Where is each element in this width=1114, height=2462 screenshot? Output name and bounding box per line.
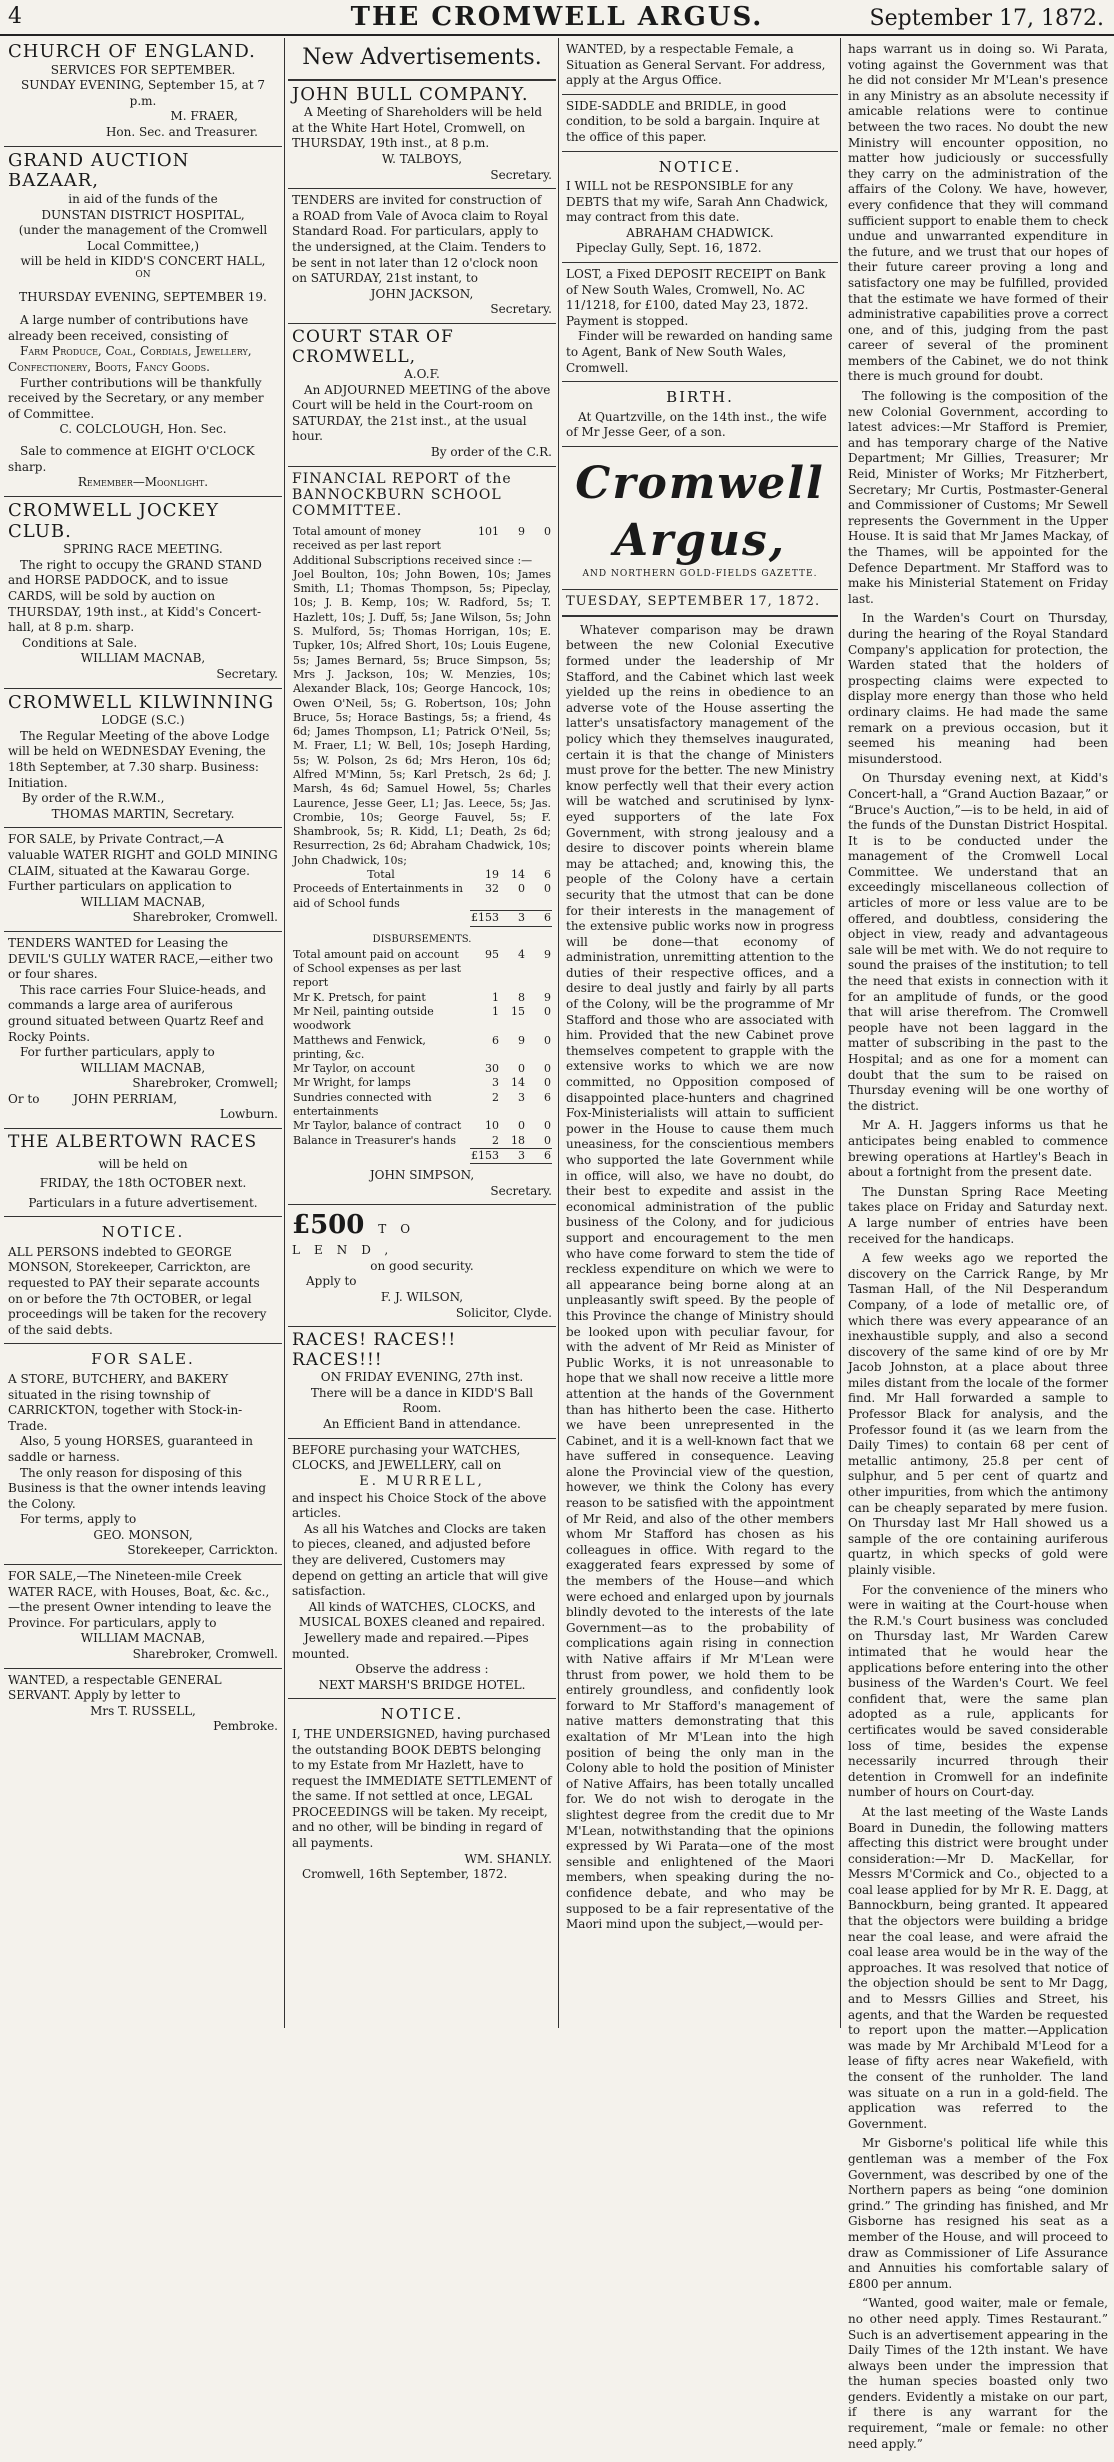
road-tenders-role: Secretary. xyxy=(490,302,552,317)
bazaar-line: in aid of the funds of the xyxy=(68,192,218,207)
forsale-water-race xyxy=(4,1565,282,1669)
lend-line: Apply to xyxy=(306,1274,357,1289)
raceball-line: An Efficient Band in attendance. xyxy=(323,1417,521,1432)
amount-pence: 0 xyxy=(544,1033,551,1047)
row-label: Sundries connected with entertainments xyxy=(293,1090,432,1119)
bazaar-title: GRAND AUCTION BAZAAR, xyxy=(8,149,190,192)
forsale-para: For terms, apply to xyxy=(20,1512,137,1527)
amount-pounds: 3 xyxy=(492,1076,499,1090)
kilwinning-title: CROMWELL KILWINNING xyxy=(8,691,275,713)
lend-amount: £500 xyxy=(292,1210,365,1241)
tenders-or xyxy=(8,1092,278,1108)
table-row xyxy=(292,568,552,868)
chadwick-signature: ABRAHAM CHADWICK. xyxy=(626,225,774,240)
amount-pence: 9 xyxy=(544,947,551,961)
amount-shillings: 15 xyxy=(511,1004,525,1018)
news-paragraph: Mr Gisborne's political life while this gentleman was a member of the Fox Government, was described by one of the Northern papers as being “one dominion grind.” The grinding has finished, and Mr Gisborne has resigned his seat as a member of the House, and will proceed to draw as Commissioner of Life Assurance and Annuities his comfortable salary of £800 per annum. xyxy=(848,2136,1108,2291)
issue-date: September 17, 1872. xyxy=(869,6,1104,31)
row-label: Total amount of money received as per last report xyxy=(293,524,441,553)
birth-notice xyxy=(562,382,838,447)
news-column xyxy=(844,38,1112,2462)
bazaar-para: A large number of contributions have already been received, consisting of xyxy=(8,313,249,343)
forsale-role: Sharebroker, Cromwell. xyxy=(132,910,278,925)
lend-signature: F. J. WILSON, xyxy=(380,1289,464,1304)
amount-pounds: 1 xyxy=(492,990,499,1004)
bazaar-para: Farm Produce, Coal, Cordials, Jewellery, Confectionery, Boots, Fancy Goods. xyxy=(8,344,252,375)
tenders-para: For further particulars, apply to xyxy=(20,1045,215,1060)
table-row xyxy=(292,991,552,1005)
amount-pounds: 10 xyxy=(485,1119,499,1133)
tenders-role: Sharebroker, Cromwell; xyxy=(132,1076,278,1091)
forsale-role: Sharebroker, Cromwell. xyxy=(132,1647,278,1662)
newspaper-title: THE CROMWELL ARGUS. xyxy=(350,2,764,32)
page-header xyxy=(0,0,1114,36)
masthead xyxy=(562,447,838,590)
wanted-para: WANTED, a respectable GENERAL SERVANT. Apply by letter to xyxy=(8,1672,222,1703)
column-3 xyxy=(562,38,838,2028)
amount-pounds: 6 xyxy=(492,1033,499,1047)
table-row xyxy=(292,1076,552,1090)
total-pounds: £153 xyxy=(471,1148,499,1162)
masthead-title: Cromwell Argus, xyxy=(575,457,825,567)
jockey-advert xyxy=(4,497,282,689)
murrell-para: BEFORE purchasing your WATCHES, CLOCKS, and JEWELLERY, call on xyxy=(292,1442,521,1473)
wanted-servant xyxy=(4,1669,282,1740)
bazaar-signature: C. COLCLOUGH, Hon. Sec. xyxy=(59,422,227,437)
road-tenders-signature: JOHN JACKSON, xyxy=(370,286,474,301)
court-signature: By order of the C.R. xyxy=(430,445,552,460)
tenders-para: This race carries Four Sluice-heads, and commands a large area of auriferous ground situated between Quartz Reef and Rocky Points. xyxy=(8,982,267,1044)
table-row xyxy=(292,1091,552,1120)
albertown-races xyxy=(4,1129,282,1217)
amount-pounds: 19 xyxy=(485,868,499,882)
bazaar-line: ON xyxy=(135,270,151,280)
amount-pence: 6 xyxy=(544,1090,551,1104)
notice-para: ALL PERSONS indebted to GEORGE MONSON, Storekeeper, Carrickton, are requested to PAY their separate accounts on or before the 7th OCTOBER, or legal proceedings will be taken for the recovery of the said debts. xyxy=(8,1244,267,1337)
court-sub: A.O.F. xyxy=(404,367,440,382)
bazaar-line: (under the management of the Cromwell Local Committee,) xyxy=(18,223,268,253)
races-title: THE ALBERTOWN RACES xyxy=(8,1132,258,1153)
financial-signature: JOHN SIMPSON, xyxy=(369,1168,475,1183)
news-paragraph: For the convenience of the miners who were in waiting at the Court-house when the R.M.'s Court business was concluded on Thursday last, Mr Warden Carew intimated that he would hear the applications before entering into the other business of the Warden's Court. We feel confident that, were the same plan adopted as a rule, applicants for certificates would be saved considerable loss of time, besides the expense necessarily incurred through their detention in Cromwell for an indefinite number of hours on Court-day. xyxy=(848,1582,1108,1800)
amount-shillings: 8 xyxy=(518,990,525,1004)
dateline: TUESDAY, SEPTEMBER 17, 1872. xyxy=(562,590,838,617)
wanted-role: Pembroke. xyxy=(213,1719,278,1734)
financial-role: Secretary. xyxy=(490,1183,552,1198)
amount-shillings: 18 xyxy=(511,1133,525,1147)
court-star-advert xyxy=(288,324,556,467)
bazaar-para: Sale to commence at EIGHT O'CLOCK sharp. xyxy=(8,444,255,474)
amount-pence: 0 xyxy=(544,1119,551,1133)
forsale-signature: GEO. MONSON, xyxy=(93,1527,193,1542)
notice-head: NOTICE. xyxy=(101,1223,185,1242)
financial-table xyxy=(292,525,552,927)
article-paragraph: Whatever comparison may be drawn between the new Colonial Executive formed under the leadership of Mr Stafford, and the Cabinet which last week yielded up the reins in obedience to an adverse vote of the House asserting the latter's unsatisfactory management of the policy which they themselves inaugurated, certain it is that the change of Ministers must prove for the better. The new Ministry know perfectly well that their every action will be watched and scrutinised by lynx-eyed supporters of the late Fox Government, with strong jealousy and a desire to discover points wherein blame may be attached; and, knowing this, the people of the Colony have a certain security that the utmost that can be done for their interests in the management of the extensive public works now in progress will be done—that economy of administration, unremitting attention to the duties of their respective offices, and a desire to deal justly and fairly by all parts of the Colony, will be the programme of Mr Stafford and those who are associated with him. Provided that the new Cabinet prove themselves competent to grapple with the extensive works to which we are now committed, no Opposition composed of disappointed place-hunters and chagrined Fox-Ministerialists will attain to sufficient power in the House to cause them much uneasiness, for the conscientious members who supported the late Government while in office, will also, we have no doubt, do their best to expedite and assist in the economical administration of the public business of the Colony, and for judicious support and encouragement to the men who have come forward to stem the tide of reckless expenditure on which we were to all appearance being borne along at an unpleasantly swift speed. By the people of this Province the change of Ministry should be looked upon with peculiar favour, for with the advent of Mr Reid as Minister of Public Works, it is not unreasonable to hope that we shall now receive a little more attention at the hands of the Government than has hitherto been the case. Hitherto we have been unrepresented in the Cabinet, and it is a well-known fact that we have suffered in consequence. Leaving alone the Provincial view of the question, however, we think the Colony has every reason to be satisfied with the appointment of Mr Reid, and also of the other members whom Mr Stafford has chosen as his colleagues in office. With regard to the exaggerated fears expressed by some of the members of the House—and which were echoed and enlarged upon by journals blindly devoted to the interests of the late Government—as to the probability of complications again rising in connection with Native affairs if Mr M'Lean were thrust from power, we hold them to be entirely groundless, and confidently look forward to Mr Stafford's management of native matters demonstrating that this exaltation of Mr M'Lean into the high position of being the only man in the Colony able to hold the position of Minister of Native Affairs, has been totally uncalled for. We do not wish to derogate in the slightest degree from the credit due to Mr M'Lean, notwithstanding that the opinions expressed by Wi Parata—one of the most sensible and enlightened of the Maori members, when speaking during the no-confidence debate, and who may be supposed to be a fair representative of the Maori mind upon the subject,—would per- xyxy=(566,622,834,1932)
church-sub: SERVICES FOR SEPTEMBER. xyxy=(50,62,236,77)
birth-para: At Quartzville, on the 14th inst., the wife of Mr Jesse Geer, of a son. xyxy=(566,409,827,440)
row-label: Matthews and Fenwick, printing, &c. xyxy=(293,1033,426,1061)
jockey-cond: Conditions at Sale. xyxy=(22,635,138,650)
row-label: Mr Wright, for lamps xyxy=(293,1076,411,1090)
disbursements-heading: DISBURSEMENTS. xyxy=(372,933,472,945)
johnbull-advert xyxy=(288,81,556,190)
table-row xyxy=(292,1005,552,1034)
row-label: Total amount paid on account of School expenses as per last report xyxy=(293,947,462,990)
shanly-date: Cromwell, 16th September, 1872. xyxy=(302,1867,508,1882)
amount-shillings: 14 xyxy=(511,1076,525,1090)
page-number: 4 xyxy=(8,4,22,29)
amount-pounds: 2 xyxy=(492,1133,499,1147)
forsale-water-right xyxy=(4,828,282,932)
birth-head: BIRTH. xyxy=(666,388,734,407)
murrell-name: E. MURRELL, xyxy=(359,1473,485,1489)
kilwinning-para: The Regular Meeting of the above Lodge will be held on WEDNESDAY Evening, the 18th September, at 7.30 sharp. Business: Initiation. xyxy=(8,728,270,790)
row-label: Balance in Treasurer's hands xyxy=(293,1133,457,1147)
shanly-notice xyxy=(288,1699,556,1887)
bazaar-line: THURSDAY EVENING, SEPTEMBER 19. xyxy=(19,289,267,304)
table-row xyxy=(292,948,552,991)
table-row xyxy=(292,1062,552,1076)
church-line: SUNDAY EVENING, September 15, at 7 p.m. xyxy=(20,78,266,108)
murrell-para: As all his Watches and Clocks are taken to pieces, cleaned, and adjusted before they are delivered, Customers may depend on getting an article that will give satisfaction. xyxy=(292,1521,549,1599)
court-para: An ADJOURNED MEETING of the above Court will be held in the Court-room on SATURDAY, the 21st inst., at the usual hour. xyxy=(292,382,551,444)
row-label: Total xyxy=(367,868,395,882)
court-title: COURT STAR OF CROMWELL, xyxy=(292,327,454,367)
amount-shillings: 4 xyxy=(518,947,525,961)
lend-text: TO LEND, xyxy=(292,1222,425,1258)
total-shillings: 3 xyxy=(500,911,526,926)
races-line: will be held on xyxy=(98,1156,188,1171)
amount-shillings: 9 xyxy=(518,524,525,538)
raceball-title: RACES! RACES!! RACES!!! xyxy=(292,1330,457,1370)
row-label: Proceeds of Entertainments in aid of School funds xyxy=(293,882,463,910)
amount-pounds: 2 xyxy=(492,1090,499,1104)
table-row xyxy=(292,1134,552,1149)
amount-pounds: 1 xyxy=(492,1004,499,1018)
amount-pounds: 32 xyxy=(485,882,499,896)
total-pence: 6 xyxy=(526,911,552,926)
race-dance-advert xyxy=(288,1327,556,1438)
total-pence: 6 xyxy=(526,1148,552,1163)
races-line: FRIDAY, the 18th OCTOBER next. xyxy=(39,1176,247,1191)
amount-pounds: 101 xyxy=(478,524,499,538)
row-label: Additional Subscriptions received since :— xyxy=(293,553,533,567)
lend-advert xyxy=(288,1205,556,1327)
amount-pence: 0 xyxy=(544,882,551,896)
murrell-advert xyxy=(288,1439,556,1700)
jockey-signature: WILLIAM MACNAB, xyxy=(80,651,206,666)
forsale-para: FOR SALE, by Private Contract,—A valuable WATER RIGHT and GOLD MINING CLAIM, situated at the Kawarau Gorge. Further particulars on application to xyxy=(8,832,278,894)
table-row xyxy=(292,525,552,554)
amount-shillings: 9 xyxy=(518,1033,525,1047)
lost-receipt xyxy=(562,263,838,382)
chadwick-notice xyxy=(562,152,838,263)
johnbull-title: JOHN BULL COMPANY. xyxy=(292,83,529,105)
forsale-store xyxy=(4,1344,282,1565)
amount-pence: 0 xyxy=(544,1076,551,1090)
chadwick-place: Pipeclay Gully, Sept. 16, 1872. xyxy=(576,241,762,256)
kilwinning-signature: THOMAS MARTIN, Secretary. xyxy=(51,806,235,821)
financial-title: FINANCIAL REPORT of the BANNOCKBURN SCHOOL COMMITTEE. xyxy=(292,470,512,519)
shanly-para: I, THE UNDERSIGNED, having purchased the outstanding BOOK DEBTS belonging to my Estate from Mr Hazlett, have to request the IMMEDIATE SETTLEMENT of the same. If not settled at once, LEGAL PROCEEDINGS will be taken. My receipt, and no other, will be binding in regard of all payments. xyxy=(292,1726,552,1851)
news-paragraph: “Wanted, good waiter, male or female, no other need apply. Times Restaurant.” Such is an advertisement appearing in the Daily Times of the 12th instant. We have always been under the impression that the human species boasted only two genders. Evidently a mistake on our part, if there is any warrant for the requirement, “male or female: no other need apply.” xyxy=(848,2296,1108,2451)
table-row xyxy=(292,554,552,568)
table-row xyxy=(292,1034,552,1063)
kilwinning-sub: LODGE (S.C.) xyxy=(101,713,185,728)
wanted-situation xyxy=(562,38,838,95)
bazaar-line: DUNSTAN DISTRICT HOSPITAL, xyxy=(41,207,245,222)
shanly-signature: WM. SHANLY. xyxy=(464,1851,552,1866)
amount-pounds: 30 xyxy=(485,1062,499,1076)
johnbull-para: A Meeting of Shareholders will be held at the White Hart Hotel, Cromwell, on THURSDAY, 19th inst., at 8 p.m. xyxy=(292,105,543,151)
table-row xyxy=(292,1148,552,1163)
notice-head: NOTICE. xyxy=(658,157,742,176)
amount-pence: 6 xyxy=(544,868,551,882)
bazaar-advert xyxy=(4,147,282,497)
leading-article xyxy=(562,617,838,1943)
table-row xyxy=(292,868,552,882)
news-paragraph: The Dunstan Spring Race Meeting takes place on Friday and Saturday next. A large number of entries have been received for the handicaps. xyxy=(848,1184,1108,1246)
news-paragraph: Mr A. H. Jaggers informs us that he anticipates being enabled to commence brewing operations at Hartley's Beach in about a fortnight from the present date. xyxy=(848,1118,1108,1180)
road-tenders-para: TENDERS are invited for construction of a ROAD from Vale of Avoca claim to Royal Standard Road. For particulars, apply to the undersigned, at the Claim. Tenders to be sent in not later than 12 o'clock noon on SATURDAY, 21st instant, to xyxy=(292,193,549,286)
row-label: Mr K. Pretsch, for paint xyxy=(293,990,426,1004)
total-shillings: 3 xyxy=(500,1148,526,1163)
lend-role: Solicitor, Clyde. xyxy=(455,1305,552,1320)
table-row xyxy=(292,1119,552,1133)
raceball-line: There will be a dance in KIDD'S Ball Room. xyxy=(310,1385,534,1416)
murrell-para: Observe the address : xyxy=(355,1662,489,1677)
amount-pence: 9 xyxy=(544,990,551,1004)
forsale-para: The only reason for disposing of this Business is that the owner intends leaving the Colony. xyxy=(8,1465,266,1511)
murrell-para: Jewellery made and repaired.—Pipes mounted. xyxy=(292,1631,529,1661)
kilwinning-order: By order of the R.W.M., xyxy=(22,791,165,806)
subscribers-list: Joel Boulton, 10s; John Bowen, 10s; James Smith, L1; Thomas Thompson, 5s; Pipeclay, 10s; J. B. Kemp, 10s; W. Radford, 5s; T. Hazlett, 10s; J. Duff, 5s; Jane Wilson, 5s; John S. Mulford, 5s; Thomas Horrigan, 10s; E. Tupker, 10s; Alfred Short, 10s; Louis Eugene, 5s; James Bernard, 5s; Bruce Simpson, 5s; Mrs J. Jackson, 10s; W. Menzies, 10s; Alexander Black, 10s; George Hancock, 10s; Owen O'Neil, 5s; G. Robertson, 10s; John Bruce, 5s; Horace Bastings, 5s; a friend, 4s 6d; James Thompson, L1; Patrick O'Neil, 5s; M. Fraer, L1; W. Bell, 10s; Joseph Harding, 5s; W. Polson, 2s 6d; Mrs Heron, 10s 6d; Alfred M'Minn, 5s; Karl Pretsch, 2s 6d; J. Marsh, 4s 6d; Samuel Howel, 5s; Charles Laurence, Jesse Geer, L1; Jas. Leece, 5s; Jas. Crombie, 10s; George Fauvel, 5s; F. Shambrook, 5s; R. Kidd, L1; Death, 2s 6d; Resurrection, 2s 6d; Abraham Chadwick, 10s; John Chadwick, 10s; xyxy=(293,567,551,867)
disbursements-table xyxy=(292,948,552,1164)
lend-heading xyxy=(292,1209,552,1258)
johnbull-role: Secretary. xyxy=(490,167,552,182)
news-paragraph: A few weeks ago we reported the discovery on the Carrick Range, by Mr Tasman Hall, of the Nil Desperandum Company, of a lode of metallic ore, of which there was every appearance of an inexhaustible supply, and also a second discovery of the same kind of ore by Mr Jacob Johnston, at a place about three miles distant from the locale of the former find. Mr Hall forwarded a sample to Professor Black for analysis, and the Professor found it (as we learn from the Daily Times) to contain 68 per cent of metallic antimony, 25.8 per cent of sulphur, and 5 per cent of quartz and other impurities, from which the antimony can be cheaply separated by mere fusion. On Thursday last Mr Hall showed us a sample of the ore containing auriferous quartz, in which specks of gold were plainly visible. xyxy=(848,1251,1108,1577)
raceball-line: ON FRIDAY EVENING, 27th inst. xyxy=(320,1370,524,1385)
forsale-signature: WILLIAM MACNAB, xyxy=(80,1631,206,1646)
masthead-subtitle: AND NORTHERN GOLD-FIELDS GAZETTE. xyxy=(582,569,818,580)
news-paragraph: haps warrant us in doing so. Wi Parata, voting against the Government was that he did not consider Mr M'Lean's presence in any Ministry as an absolute necessity if amicable relations were to continue between the two races. No doubt the new Ministry will encounter opposition, no matter how judiciously or successfully they carry on the administration of the affairs of the Colony. We have, however, every confidence that they will command sufficient support to enable them to check undue and unwarranted expenditure in the future, and we trust that our hopes of their future career proving a long and satisfactory one may be fulfilled, provided that the estimate we have formed of their administrative capabilities prove a correct one, and of this, judging from the past career of several of the prominent members of the Cabinet, we do not think there is much ground for doubt. xyxy=(848,42,1108,384)
tenders-signature-2: JOHN PERRIAM, xyxy=(73,1091,178,1106)
amount-pounds: 95 xyxy=(485,947,499,961)
jockey-role: Secretary. xyxy=(216,666,278,681)
bazaar-para: Further contributions will be thankfully received by the Secretary, or any member of Committee. xyxy=(8,375,264,421)
johnbull-signature: W. TALBOYS, xyxy=(381,152,463,167)
wanted-para: WANTED, by a respectable Female, a Situation as General Servant. For address, apply at the Argus Office. xyxy=(566,42,826,88)
forsale-para: A STORE, BUTCHERY, and BAKERY situated in the rising township of CARRICKTON, together with Stock-in-Trade. xyxy=(8,1371,243,1433)
bazaar-para: Remember—Moonlight. xyxy=(77,475,209,490)
news-paragraph: The following is the composition of the new Colonial Government, according to latest advices:—Mr Stafford is Premier, and has temporary charge of the Native Department; Mr Gillies, Treasurer; Mr Reid, Minister of Works; Mr Fitzherbert, Secretary; Mr Curtis, Postmaster-General and Commissioner of Customs; Mr Sewell represents the Government in the Upper House. It is said that Mr James Mackay, of the Thames, will be appointed for the Defence Department. Mr Stafford was to make his Ministerial Statement on Friday last. xyxy=(848,389,1108,606)
tenders-role-2: Lowburn. xyxy=(219,1107,278,1122)
amount-shillings: 0 xyxy=(518,882,525,896)
news-paragraph: On Thursday evening next, at Kidd's Concert-hall, a “Grand Auction Bazaar,” or “Bruce's Auction,”—is to be held, in aid of the funds of the Dunstan District Hospital. It is to be conducted under the management of the Cromwell Local Committee. We understand that an exceedingly miscellaneous collection of articles of more or less value are to be offered, and doubtless, considering the object in view, ready and advantageous sale will be met with. We do not require to sound the praises of the institution; to tell the need that exists in connection with it for an amplitude of funds, or the good that will arise therefrom. The Cromwell people have not been laggard in the matter of subscribing in the past to the Hospital; and as one for a moment can doubt that the sum to be raised on Thursday evening will be one worthy of the district. xyxy=(848,771,1108,1113)
monson-notice xyxy=(4,1217,282,1344)
murrell-para: and inspect his Choice Stock of the above articles. xyxy=(292,1490,547,1521)
church-advert xyxy=(4,38,282,147)
lost-para: Finder will be rewarded on handing same to Agent, Bank of New South Wales, Cromwell. xyxy=(566,329,833,375)
amount-shillings: 0 xyxy=(518,1062,525,1076)
bazaar-line: will be held in KIDD'S CONCERT HALL, xyxy=(20,254,266,269)
jockey-sub: SPRING RACE MEETING. xyxy=(63,542,223,557)
amount-pence: 0 xyxy=(544,1004,551,1018)
lost-para: LOST, a Fixed DEPOSIT RECEIPT on Bank of New South Wales, Cromwell, No. AC 11/1218, for £100, dated May 23, 1872. Payment is stopped. xyxy=(566,267,826,328)
tenders-signature: WILLIAM MACNAB, xyxy=(80,1060,206,1075)
news-paragraph: At the last meeting of the Waste Lands Board in Dunedin, the following matters affecting this district were brought under consideration:—Mr D. MacKellar, for Messrs M'Cormick and Co., objected to a coal lease applied for by Mr R. E. Dagg, at Bannockburn, being granted. It appeared that the objectors were building a bridge near the coal lease, and were afraid the coal lease area would be in the way of the approaches. It was resolved that notice of the objection should be sent to Mr Dagg, and to Messrs Gillies and Street, his agents, and that the Warden be requested to report upon the matter.—Application was made by Mr Archibald M'Leod for a lease of fifty acres near Wakefield, with the consent of the runholder. The land was situate on a run in a gold-field. The application was referred to the Government. xyxy=(848,1804,1108,2131)
amount-shillings: 14 xyxy=(511,868,525,882)
notice-head: NOTICE. xyxy=(380,1705,464,1724)
row-label: Mr Taylor, on account xyxy=(293,1062,415,1076)
new-advertisements-heading: New Advertisements. xyxy=(288,38,556,81)
forsale-para: Also, 5 young HORSES, guaranteed in saddle or harness. xyxy=(8,1434,253,1464)
table-row xyxy=(292,882,552,911)
tenders-devils-gully xyxy=(4,932,282,1129)
kilwinning-advert xyxy=(4,689,282,829)
amount-shillings: 0 xyxy=(518,1119,525,1133)
jockey-title: CROMWELL JOCKEY CLUB. xyxy=(8,499,219,542)
news-paragraph: In the Warden's Court on Thursday, during the hearing of the Royal Standard Company's application for protection, the Warden stated that the holders of prospecting claims were expected to display more energy than those who held ordinary claims. He had made the same remark on a previous occasion, but it seemed his meaning had been misunderstood. xyxy=(848,611,1108,766)
saddle-advert xyxy=(562,95,838,152)
amount-pence: 0 xyxy=(544,1062,551,1076)
murrell-address: NEXT MARSH'S BRIDGE HOTEL. xyxy=(318,1677,526,1692)
tenders-title: TENDERS WANTED for Leasing the DEVIL'S GULLY WATER RACE,—either two or four shares. xyxy=(8,935,273,982)
forsale-para: FOR SALE,—The Nineteen-mile Creek WATER RACE, with Houses, Boat, &c. &c.,—the present Owner intending to leave the Province. For particulars, apply to xyxy=(8,1569,272,1630)
lend-line: on good security. xyxy=(370,1258,474,1273)
church-name: M. FRAER, xyxy=(170,109,238,124)
amount-pence: 0 xyxy=(544,1133,551,1147)
amount-pence: 0 xyxy=(544,524,551,538)
chadwick-para: I WILL not be RESPONSIBLE for any DEBTS that my wife, Sarah Ann Chadwick, may contract from this date. xyxy=(566,179,829,225)
forsale-head: FOR SALE. xyxy=(91,1350,195,1369)
church-role: Hon. Sec. and Treasurer. xyxy=(105,125,258,140)
amount-shillings: 3 xyxy=(518,1090,525,1104)
saddle-para: SIDE-SADDLE and BRIDLE, in good condition, to be sold a bargain. Inquire at the office of this paper. xyxy=(566,98,820,144)
tenders-or-label: Or to xyxy=(8,1091,40,1106)
wanted-signature: Mrs T. RUSSELL, xyxy=(90,1703,196,1718)
financial-report xyxy=(288,467,556,1206)
murrell-para: All kinds of WATCHES, CLOCKS, and MUSICAL BOXES cleaned and repaired. xyxy=(298,1599,546,1630)
column-4 xyxy=(844,38,1112,2451)
road-tenders xyxy=(288,189,556,324)
jockey-para: The right to occupy the GRAND STAND and HORSE PADDOCK, and to issue CARDS, will be sold by auction on THURSDAY, 19th inst., at Kidd's Concert-hall, at 8 p.m. sharp. xyxy=(8,557,262,635)
total-pounds: £153 xyxy=(471,911,499,925)
row-label: Mr Taylor, balance of contract xyxy=(293,1119,462,1133)
church-title: CHURCH OF ENGLAND. xyxy=(8,41,256,62)
row-label: Mr Neil, painting outside woodwork xyxy=(293,1004,434,1033)
forsale-signature: WILLIAM MACNAB, xyxy=(80,894,206,909)
forsale-role: Storekeeper, Carrickton. xyxy=(127,1543,278,1558)
table-row xyxy=(292,911,552,926)
column-2 xyxy=(288,38,556,2028)
races-line: Particulars in a future advertisement. xyxy=(28,1195,258,1210)
column-1 xyxy=(4,38,282,2028)
